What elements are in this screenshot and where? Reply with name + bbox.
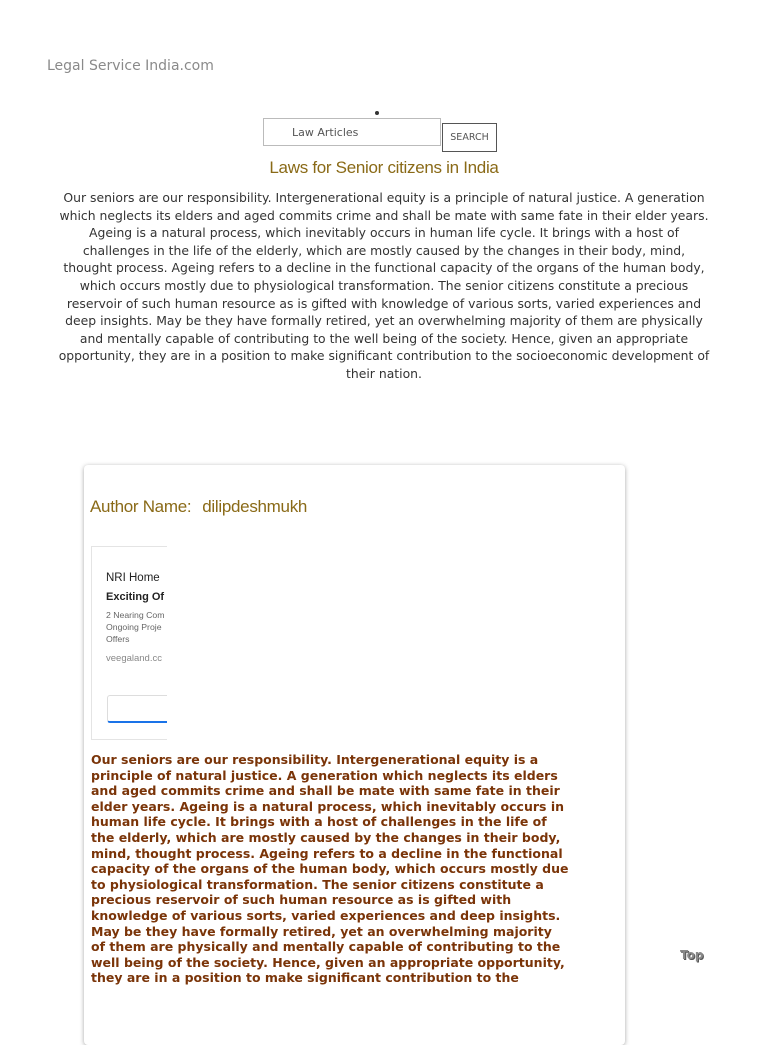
back-to-top-link[interactable]: Top	[680, 948, 704, 962]
bullet-dot	[375, 111, 379, 115]
author-label: Author Name:	[90, 497, 192, 516]
ad-subtitle[interactable]: Exciting Of	[106, 591, 165, 603]
author-line	[90, 497, 307, 517]
search-button[interactable]: SEARCH	[442, 123, 497, 152]
ad-url[interactable]: veegaland.cc	[106, 653, 162, 664]
ad-description-line: Ongoing Proje	[106, 622, 162, 632]
author-name: dilipdeshmukh	[202, 497, 308, 516]
article-card	[84, 465, 625, 1045]
search-input[interactable]	[263, 118, 441, 146]
ad-cta-button[interactable]	[107, 695, 167, 723]
ad-description-line: Offers	[106, 634, 130, 644]
site-logo-link[interactable]: Legal Service India.com	[47, 58, 214, 74]
ad-description	[106, 609, 167, 645]
article-summary: Our seniors are our responsibility. Intergenerational equity is a principle of natural justice. A generation which neglects its elders and aged commits crime and shall be mate with same fate in their elder years. Ageing is a natural process, which inevitably occurs in human life cycle. It brings with a host of challenges in the life of the elderly, which are mostly caused by the changes in their body, mind, thought process. Ageing refers to a decline in the functional capacity of the organs of the human body, which occurs mostly due to physiological transformation. The senior citizens constitute a precious reservoir of such human resource as is gifted with knowledge of various sorts, varied experiences and deep insights. May be they have formally retired, yet an overwhelming majority of them are physically and mentally capable of contributing to the well being of the society. Hence, given an appropriate opportunity, they are in a position to make significant contribution to the socioeconomic development of their nation.	[58, 190, 710, 381]
ad-title[interactable]: NRI Home	[106, 572, 160, 584]
article-body: Our seniors are our responsibility. Intergenerational equity is a principle of natural justice. A generation which neglects its elders and aged commits crime and shall be mate with same fate in their elder years. Ageing is a natural process, which inevitably occurs in human life cycle. It brings with a host of challenges in the life of the elderly, which are mostly caused by the changes in their body, mind, thought process. Ageing refers to a decline in the functional capacity of the organs of the human body, which occurs mostly due to physiological transformation. The senior citizens constitute a precious reservoir of such human resource as is gifted with knowledge of various sorts, varied experiences and deep insights. May be they have formally retired, yet an overwhelming majority of them are physically and mentally capable of contributing to the well being of the society. Hence, given an appropriate opportunity, they are in a position to make significant contribution to the	[91, 752, 569, 986]
ad-description-line: 2 Nearing Com	[106, 610, 165, 620]
advertisement[interactable]	[91, 546, 167, 740]
page-title: Laws for Senior citizens in India	[269, 158, 499, 177]
